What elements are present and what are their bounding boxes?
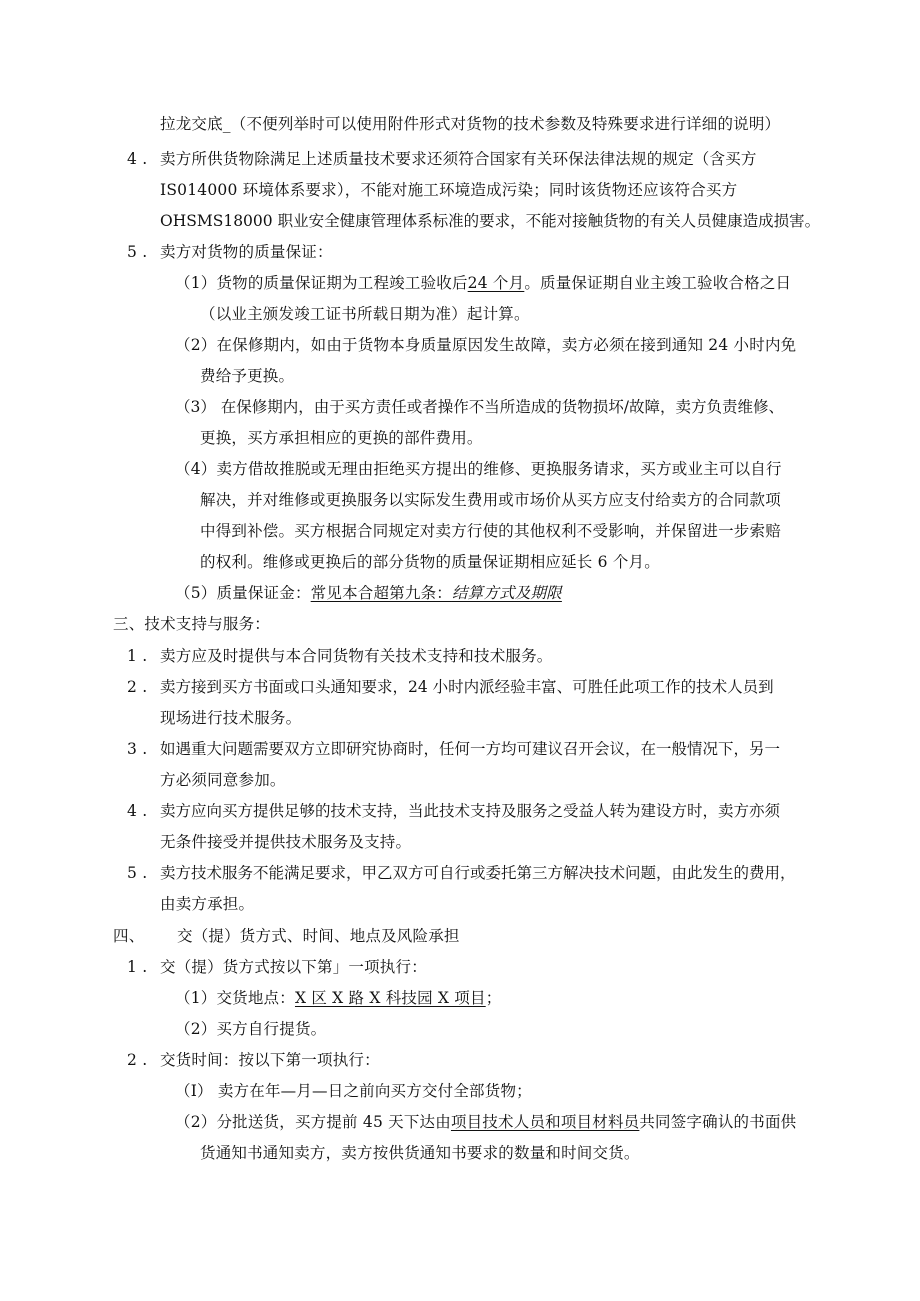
s3-item-2-line-2: 现场进行技术服务。 [160, 709, 302, 727]
s3-item-4-number: 4 . [127, 802, 148, 820]
section-3-title: 三、技术支持与服务： [113, 615, 271, 633]
item-4-line-3: OHSMS18000 职业安全健康管理体系标准的要求，不能对接触货物的有关人员健康造成损害。 [160, 212, 821, 230]
item-5-sub-4-line-1: （4）卖方借故推脱或无理由拒绝买方提出的维修、更换服务请求，买方或业主可以自行 [175, 460, 782, 478]
sub-1-text-b: 。质量保证期自业主竣工验收合格之日 [524, 274, 792, 292]
s3-item-1-line-1: 卖方应及时提供与本合同货物有关技术支持和技术服务。 [160, 647, 553, 665]
item-4-line-2: IS014000 环境体系要求），不能对施工环境造成污染；同时该货物还应该符合买方 [160, 181, 738, 199]
item-5-sub-4-line-2: 解决，并对维修或更换服务以实际发生费用或市场价从买方应支付给卖方的合同款项 [200, 491, 781, 509]
s4-item-1-sub-1 [175, 988, 501, 1008]
item-5-sub-3-line-2: 更换，买方承担相应的更换的部件费用。 [200, 429, 483, 447]
section-4-number: 四、 [113, 927, 145, 945]
warranty-period: 24 个月 [467, 274, 525, 292]
s3-item-3-line-1: 如遇重大问题需要双方立即研究协商时，任何一方均可建议召开会议，在一般情况下，另一 [160, 740, 781, 758]
item-4-number: 4 . [127, 150, 148, 168]
item-5-sub-2-line-2: 费给予更换。 [200, 367, 295, 385]
section-4-title: 交（提）货方式、时间、地点及风险承担 [177, 927, 460, 945]
sub-1-text-a: （1）货物的质量保证期为工程竣工验收后 [175, 274, 468, 292]
item-5-sub-1-line-1 [175, 273, 791, 293]
s4-item-1-text: 交（提）货方式按以下第」一项执行： [160, 958, 427, 976]
s3-item-3-line-2: 方必须同意参加。 [160, 771, 286, 789]
s4-item-2-sub-2-line-1 [175, 1112, 796, 1132]
sub-2-signers: 项目技术人员和项目材料员 [450, 1113, 640, 1131]
s3-item-1-number: 1 . [127, 647, 148, 665]
item-5-sub-5 [175, 583, 562, 603]
s4-item-2-sub-1: （I） 卖方在年—月—日之前向买方交付全部货物； [175, 1082, 532, 1100]
s3-item-4-line-2: 无条件接受并提供技术服务及支持。 [160, 833, 412, 851]
s3-item-5-line-1: 卖方技术服务不能满足要求，甲乙双方可自行或委托第三方解决技术问题，由此发生的费用， [160, 864, 796, 882]
s4-item-2-sub-2-line-2: 货通知书通知卖方，卖方按供货通知书要求的数量和时间交货。 [200, 1144, 640, 1162]
item-5-sub-1-line-2: （以业主颁发竣工证书所载日期为准）起计算。 [200, 305, 530, 323]
s4-item-1-number: 1 . [127, 958, 148, 976]
sub-5-reference: 常见本合超第九条： [310, 584, 452, 602]
delivery-location-end: ； [485, 989, 502, 1007]
item-5-sub-4-line-4: 的权利。维修或更换后的部分货物的质量保证期相应延长 6 个月。 [200, 553, 660, 571]
delivery-location-label: （1）交货地点： [175, 989, 295, 1007]
item-5-text: 卖方对货物的质量保证： [160, 243, 333, 261]
sub-2-text-a: （2）分批送货，买方提前 45 天下达由 [175, 1113, 451, 1131]
item-5-sub-2-line-1: （2）在保修期内，如由于货物本身质量原因发生故障，卖方必须在接到通知 24 小时内免 [175, 336, 797, 354]
s4-item-1-sub-2: （2）买方自行提货。 [175, 1020, 327, 1038]
sub-5-reference-title: 结算方式及期限 [451, 584, 562, 602]
delivery-location-value: X 区 X 路 X 科技园 X 项目 [294, 989, 486, 1007]
sub-5-label: （5）质量保证金： [175, 584, 311, 602]
item-5-sub-4-line-3: 中得到补偿。买方根据合同规定对卖方行使的其他权利不受影响，并保留进一步索赔 [200, 522, 781, 540]
s3-item-3-number: 3 . [127, 740, 148, 758]
intro-line: 拉龙交底_（不便列举时可以使用附件形式对货物的技术参数及特殊要求进行详细的说明） [160, 115, 781, 133]
s3-item-4-line-1: 卖方应向买方提供足够的技术支持，当此技术支持及服务之受益人转为建设方时，卖方亦须 [160, 802, 781, 820]
item-5-sub-3-line-1: （3） 在保修期内，由于买方责任或者操作不当所造成的货物损坏/故障，卖方负责维修、 [175, 398, 785, 416]
s3-item-2-line-1: 卖方接到买方书面或口头通知要求，24 小时内派经验丰富、可胜任此项工作的技术人员到 [160, 678, 774, 696]
item-5-number: 5 . [127, 243, 148, 261]
sub-2-text-b: 共同签字确认的书面供 [639, 1113, 797, 1131]
item-4-line-1: 卖方所供货物除满足上述质量技术要求还须符合国家有关环保法律法规的规定（含买方 [160, 150, 757, 168]
s3-item-5-line-2: 由卖方承担。 [160, 895, 255, 913]
s3-item-2-number: 2 . [127, 678, 148, 696]
s3-item-5-number: 5 . [127, 864, 148, 882]
s4-item-2-number: 2 . [127, 1051, 148, 1069]
s4-item-2-text: 交货时间：按以下第一项执行： [160, 1051, 380, 1069]
